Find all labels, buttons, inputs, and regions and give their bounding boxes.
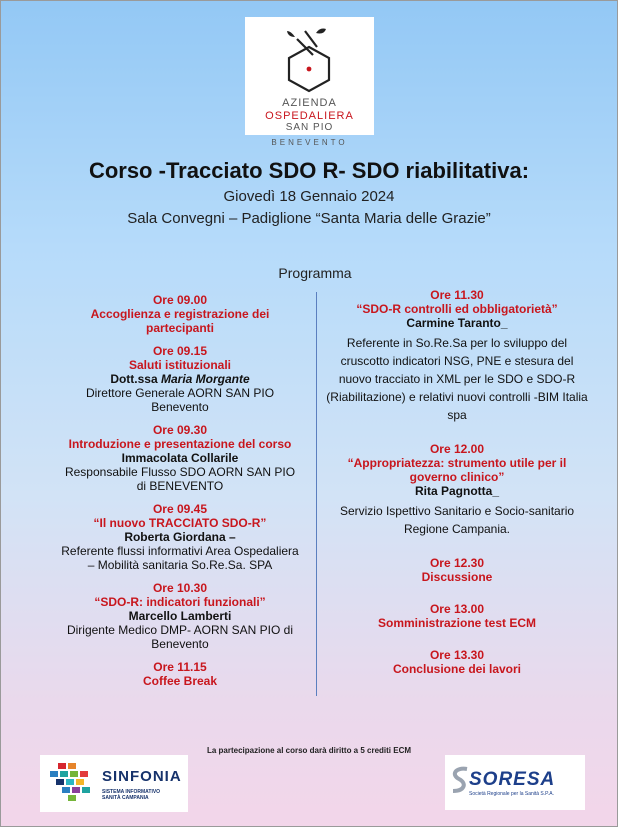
item-time: Ore 11.15	[153, 660, 207, 674]
sinfonia-wordmark: SINFONIA	[102, 768, 182, 785]
speaker-role: Servizio Ispettivo Sanitario e Socio-sanitario Regione Campania.	[339, 504, 575, 536]
speaker-name: Rita Pagnotta_	[414, 484, 499, 498]
item-time: Ore 13.30	[429, 648, 485, 662]
program-item	[326, 288, 588, 424]
speaker-role: Dirigente Medico DMP- AORN SAN PIO di Benevento	[66, 623, 294, 651]
sinfonia-logo	[40, 755, 188, 812]
soresa-wordmark: SORESA	[469, 769, 556, 790]
course-date: Giovedì 18 Gennaio 2024	[223, 188, 395, 205]
program-item	[326, 648, 588, 676]
program-left-column	[60, 293, 300, 697]
item-title: “SDO-R controlli ed obbligatorietà”	[356, 302, 558, 316]
speaker-name	[60, 372, 300, 386]
hexagon-logo-icon	[283, 25, 335, 95]
ecm-credits-note: La partecipazione al corso darà diritto a 5 crediti ECM	[206, 746, 412, 755]
program-heading: Programma	[278, 265, 352, 281]
program-item	[60, 502, 300, 572]
program-item	[326, 442, 588, 538]
item-title: Discussione	[421, 570, 493, 584]
item-title: Coffee Break	[142, 674, 218, 688]
item-title: “SDO-R: indicatori funzionali”	[94, 595, 266, 609]
program-item	[60, 660, 300, 688]
program-item	[60, 423, 300, 493]
speaker-prefix: Dott.ssa	[110, 372, 161, 386]
item-time: Ore 09.00	[152, 293, 208, 307]
speaker-role: Responsabile Flusso SDO AORN SAN PIO di BENEVENTO	[64, 465, 296, 493]
program-item	[326, 556, 588, 584]
speaker-role: Referente in So.Re.Sa per lo sviluppo del cruscotto indicatori NSG, PNE e stesura del nuovo tracciato in XML per le SDO e SDO-R (Riabilitazione) e relativi nuovi controlli -BIM Italia spa	[326, 336, 588, 422]
soresa-subtitle: Società Regionale per la Sanità S.P.A.	[469, 791, 554, 797]
speaker-name: Immacolata Collarile	[121, 451, 239, 465]
logo-text-ospedaliera: OSPEDALIERA	[265, 110, 354, 122]
item-time: Ore 10.30	[152, 581, 208, 595]
item-time: Ore 09.30	[152, 423, 208, 437]
speaker-role: Direttore Generale AORN SAN PIO Benevento	[85, 386, 275, 414]
sinfonia-mosaic-icon	[46, 761, 102, 806]
column-divider	[316, 292, 317, 696]
speaker-name-italic: Maria Morgante	[161, 372, 250, 386]
item-title: Introduzione e presentazione del corso	[68, 437, 292, 451]
soresa-s-icon	[449, 765, 471, 795]
logo-text-benevento: BENEVENTO	[271, 138, 348, 147]
program-item	[60, 581, 300, 651]
program-item	[60, 344, 300, 414]
item-time: Ore 12.00	[429, 442, 485, 456]
logo-text-azienda: AZIENDA	[282, 97, 337, 109]
item-time: Ore 11.30	[430, 288, 484, 302]
item-title: “Il nuovo TRACCIATO SDO-R”	[93, 516, 267, 530]
item-title: “Appropriatezza: strumento utile per il governo clinico”	[347, 456, 567, 484]
item-time: Ore 09.45	[152, 502, 208, 516]
item-title: Conclusione dei lavori	[392, 662, 522, 676]
program-item	[60, 293, 300, 335]
item-title: Somministrazione test ECM	[377, 616, 537, 630]
item-time: Ore 13.00	[429, 602, 485, 616]
item-title: Accoglienza e registrazione dei partecipanti	[90, 307, 270, 335]
course-title: Corso -Tracciato SDO R- SDO riabilitativa:	[88, 158, 530, 183]
soresa-logo	[445, 755, 585, 810]
item-title: Saluti istituzionali	[128, 358, 231, 372]
speaker-name: Roberta Giordana –	[124, 530, 236, 544]
speaker-name: Carmine Taranto_	[406, 316, 508, 330]
program-right-column	[326, 288, 588, 685]
program-item	[326, 602, 588, 630]
item-time: Ore 12.30	[429, 556, 485, 570]
speaker-name: Marcello Lamberti	[128, 609, 232, 623]
course-venue: Sala Convegni – Padiglione “Santa Maria delle Grazie”	[127, 210, 491, 227]
sinfonia-sub-line2: SANITÀ CAMPANIA	[102, 795, 149, 801]
sinfonia-subtitle	[102, 789, 160, 801]
speaker-role: Referente flussi informativi Area Ospedaliera – Mobilità sanitaria So.Re.Sa. SPA	[61, 544, 299, 572]
logo-text-san-pio: SAN PIO	[285, 122, 334, 133]
item-time: Ore 09.15	[152, 344, 208, 358]
azienda-ospedaliera-logo	[245, 17, 374, 147]
sinfonia-sub-line1: SISTEMA INFORMATIVO	[102, 789, 161, 795]
